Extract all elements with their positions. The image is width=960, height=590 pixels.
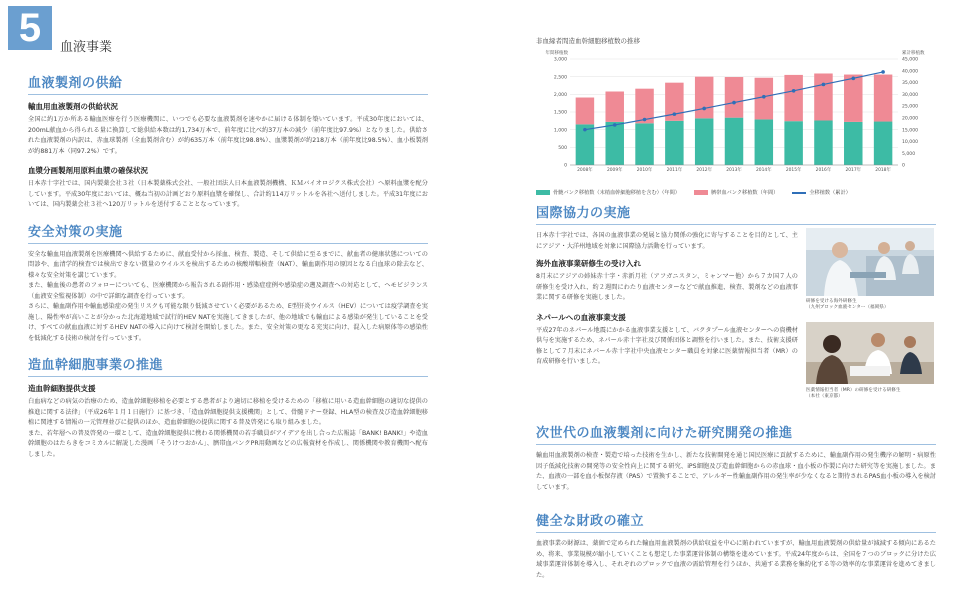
chart bbox=[536, 47, 936, 207]
x-tick: 2018年 bbox=[875, 168, 891, 173]
x-tick: 2017年 bbox=[845, 168, 862, 173]
bar-marrow bbox=[665, 121, 683, 165]
chart-title: 非血縁者間造血幹細胞移植数の推移 bbox=[536, 37, 640, 45]
subsection-heading: ネパールへの血液事業支援 bbox=[536, 312, 626, 322]
bar-cord-blood bbox=[844, 75, 862, 122]
x-tick: 2008年 bbox=[577, 168, 593, 173]
section-blood-supply bbox=[28, 72, 428, 211]
bar-marrow bbox=[755, 119, 773, 165]
bar-cord-blood bbox=[695, 77, 713, 119]
y-left-tick: 1,000 bbox=[553, 128, 567, 134]
section-international bbox=[536, 202, 936, 400]
line-point bbox=[881, 70, 885, 74]
paragraph: また、輸血後の患者のフォローについても、医療機関から報告される副作用・感染症症例や感染症の遡及調査への対応として、ヘモビジランス（血液安全監視体制）の中で詳細な調査を行っています。 bbox=[28, 282, 428, 300]
y-left-unit: 年間移植数 bbox=[545, 51, 568, 56]
section-research bbox=[536, 422, 936, 493]
bar-cord-blood bbox=[874, 75, 892, 122]
section-title: 次世代の血液製剤に向けた研究開発の推進 bbox=[536, 422, 936, 445]
section-finance bbox=[536, 510, 936, 581]
legend-label: 全移植数（累計） bbox=[809, 190, 851, 196]
paragraph: また、若年層への普及啓発の一環として、造血幹細胞提供に携わる関係機関の若手職員がアイデアを出し合った広報誌「BANK! BANK!」や造血幹細胞のはたらきをコミカルに解説した漫画「そうけつおかん」、臍帯血バンクPR用動画などの広報資材を作成し、関係機関や教育機関へ配布しました。 bbox=[28, 429, 428, 458]
subsection-heading: 海外血液事業研修生の受け入れ bbox=[536, 259, 641, 268]
paragraph: さらに、輸血副作用や輸血感染症の発生リスクも可能な限り低減させていく必要があるため、E型肝炎ウイルス（HEV）については疫学調査を実施し、陽性率が高いことが分かった北海道地域で試行的HEV NATを実施してきましたが、他の地域でも輸血による感染が発生していることを受け、すべての献血血液に対するHEV NATの導入に向けて検討を開始しました。また、安全対策の更なる充実に向け、混入した病原体等の感染性を低減化する技術の検討を行っています。 bbox=[28, 303, 428, 342]
bar-cord-blood bbox=[725, 77, 743, 118]
photo-mr-image bbox=[806, 322, 934, 384]
line-point bbox=[673, 112, 677, 116]
y-right-unit: 累計移植数 bbox=[902, 51, 925, 56]
y-left-tick: 0 bbox=[564, 163, 567, 169]
chapter-number: 5 bbox=[8, 6, 52, 50]
line-point bbox=[792, 89, 796, 93]
paragraph: 日本赤十字社では、各国の血液事業の発展と協力関係の強化に寄与することを目的として、主にアジア・大洋州地域を対象に国際協力活動を行っています。 bbox=[536, 232, 798, 250]
subsection-heading: 輸血用血液製剤の供給状況 bbox=[28, 102, 118, 111]
x-tick: 2010年 bbox=[636, 168, 653, 173]
bar-marrow bbox=[844, 122, 862, 165]
section-title: 血液製剤の供給 bbox=[28, 72, 428, 95]
bar-marrow bbox=[695, 118, 713, 165]
bar-marrow bbox=[605, 122, 623, 165]
y-right-tick: 40,000 bbox=[902, 69, 919, 75]
y-right-tick: 35,000 bbox=[902, 81, 919, 87]
subsection-heading: 血漿分画製剤用原料血漿の確保状況 bbox=[28, 166, 148, 175]
x-tick: 2013年 bbox=[726, 168, 742, 173]
y-right-tick: 5,000 bbox=[902, 151, 916, 157]
x-tick: 2016年 bbox=[815, 168, 832, 173]
x-tick: 2015年 bbox=[785, 168, 802, 173]
chapter-title: 血液事業 bbox=[60, 40, 113, 55]
line-point bbox=[822, 83, 826, 87]
section-title: 国際協力の実施 bbox=[536, 202, 936, 225]
photo-lab-image bbox=[806, 228, 934, 296]
y-right-tick: 10,000 bbox=[902, 140, 919, 146]
intl-text-block bbox=[536, 231, 798, 368]
line-point bbox=[851, 77, 855, 81]
photo-lab-trainees bbox=[806, 228, 934, 296]
section-title: 安全対策の実施 bbox=[28, 221, 428, 244]
chart-svg bbox=[536, 47, 936, 187]
y-right-tick: 20,000 bbox=[902, 116, 919, 122]
y-left-tick: 500 bbox=[558, 145, 567, 151]
bar-marrow bbox=[874, 122, 892, 165]
line-point bbox=[732, 101, 736, 105]
x-tick: 2014年 bbox=[756, 168, 772, 173]
legend-label: 骨髄バンク移植数（末梢血幹細胞移植を含む）（年間） bbox=[553, 190, 680, 196]
legend-label: 臍帯血バンク移植数（年間） bbox=[710, 190, 779, 196]
y-left-tick: 1,500 bbox=[553, 110, 567, 116]
section-safety bbox=[28, 221, 428, 345]
paragraph: 全国に約1万か所ある輸血医療を行う医療機関に、いつでも必要な血液製剤を速やかに届ける体制を築いています。平成30年度においては、200mL献血から得られる量に換算して総供給本数は約1,734万本で、前年度に比べ約37万本の減少（前年度比97.9%）となりました。供給された血液製剤の内訳は、赤血球製剤（全血製剤含む）が約635万本（前年度比98.8%）、血漿製剤が約218万本（前年度比98.5%）、血小板製剤が約881万本（同97.2%）です。 bbox=[28, 116, 428, 155]
section-title: 造血幹細胞事業の推進 bbox=[28, 354, 428, 377]
line-point bbox=[643, 118, 647, 122]
bar-marrow bbox=[814, 120, 832, 165]
bar-cord-blood bbox=[605, 92, 623, 122]
y-right-tick: 25,000 bbox=[902, 104, 919, 110]
photo-caption: 医薬情報担当者（MR）の研修を受ける研修生 （本社（東京都） bbox=[806, 388, 901, 400]
bar-marrow bbox=[635, 123, 653, 165]
y-right-tick: 30,000 bbox=[902, 92, 919, 98]
paragraph: 血液事業の財源は、薬価で定められた輸血用血液製剤の供給収益を中心に賄われていますが、輸血用血液製剤の供給量が減減する傾向にあるため、将来、事業規模が縮小していくことも想定した事業運営体制の構築を進めています。平成24年度からは、全国を７つのブロックに分けた広域事業運営体制を導入し、それぞれのブロックで血液の需給管理を行うほか、共通する業務を集約化する等の効率的な事業運営を進めてきました。 bbox=[536, 540, 936, 579]
bar-cord-blood bbox=[576, 98, 594, 125]
photo-caption: 研修を受ける海外研修生 （九州ブロック血液センター（福岡県） bbox=[806, 299, 889, 311]
y-right-tick: 45,000 bbox=[902, 57, 919, 63]
bar-cord-blood bbox=[814, 73, 832, 120]
x-tick: 2011年 bbox=[666, 168, 683, 173]
y-left-tick: 2,500 bbox=[553, 75, 567, 81]
subsection-heading: 造血幹細胞提供支援 bbox=[28, 384, 96, 393]
paragraph: 日本赤十字社では、国内製薬会社３社（日本製薬株式会社、一般社団法人日本血液製剤機構、ＫＭバイオロジクス株式会社）へ原料血漿を配分しています。平成30年度においては、概ね当初の計画どおり原料血漿を確保し、合計約114万リットルを各社へ送付しました。平成31年度においては、国内製薬会社３社へ120万リットルを送付することとなっています。 bbox=[28, 180, 428, 208]
paragraph: 安全な輸血用血液製剤を医療機関へ供給するために、献血受付から採血、検査、製造、そして供給に至るまでに、献血者の健康状態についての問診や、血清学的検査では検出できない微量のウイルスを検出するための核酸増幅検査（NAT）、輸血副作用の原因となる白血球の除去など、様々な安全対策を講じています。 bbox=[28, 250, 428, 279]
line-point bbox=[762, 95, 766, 99]
bar-marrow bbox=[784, 121, 802, 165]
left-column bbox=[28, 72, 428, 470]
line-point bbox=[702, 107, 706, 111]
section-stem-cell bbox=[28, 354, 428, 460]
line-point bbox=[583, 128, 587, 132]
photo-mr-training bbox=[806, 322, 934, 384]
paragraph: 白血病などの病気の治療のため、造血幹細胞移植を必要とする患者がより適切に移植を受けるための「移植に用いる造血幹細胞の適切な提供の推進に関する法律」（平成26年１月１日施行）に基づき、「造血幹細胞提供支援機関」として、骨髄ドナー登録、HLA型の検査及び造血幹細胞移植に関連する情報の一元管理並びに提供のほか、造血幹細胞の提供に関する普及啓発にも取り組みました。 bbox=[28, 398, 428, 426]
y-left-tick: 2,000 bbox=[553, 92, 567, 98]
paragraph: 8月末にアジアの姉妹赤十字・赤新月社（アフガニスタン、ミャンマー他）から７カ国７人の研修生を受け入れ、約２週間にわたり血液センターなどで献血推進、検査、製剤などの血液事業に関する研修を実施しました。 bbox=[536, 273, 798, 301]
bar-cord-blood bbox=[784, 75, 802, 121]
bar-marrow bbox=[725, 118, 743, 165]
y-right-tick: 0 bbox=[902, 163, 905, 169]
right-column bbox=[536, 36, 936, 579]
line-point bbox=[613, 123, 617, 127]
x-tick: 2012年 bbox=[696, 168, 712, 173]
section-title: 健全な財政の確立 bbox=[536, 510, 936, 533]
y-right-tick: 15,000 bbox=[902, 128, 919, 134]
x-tick: 2009年 bbox=[606, 168, 623, 173]
paragraph: 輸血用血液製剤の検査・製造で培った技術を生かし、新たな技術開発を通じ国民医療に貢献するために、輸血副作用の発生機序の解明・病原性因子低減化技術の開発等の安全性向上に関する研究、iPS細胞及び造血幹細胞からの赤血球・血小板の作製に向けた研究等を実施しました。また、血液の一部を血小板保存液（PAS）で置換することで、アレルギー性輸血副作用の発生率が少なくなると期待されるPAS血小板の導入を検討しています。 bbox=[536, 452, 936, 491]
y-left-tick: 3,000 bbox=[553, 57, 567, 63]
paragraph: 平成27年のネパール地震にかかる血液事業支援として、バクタプール血液センターへの資機材供与を実施するため、ネパール赤十字社及び関係団体と調整を行いました。また、技術支援研修として７月末にネパール赤十字社中央血液センター職員を対象に医薬情報担当者（MR）の育成研修を行いました。 bbox=[536, 326, 798, 365]
